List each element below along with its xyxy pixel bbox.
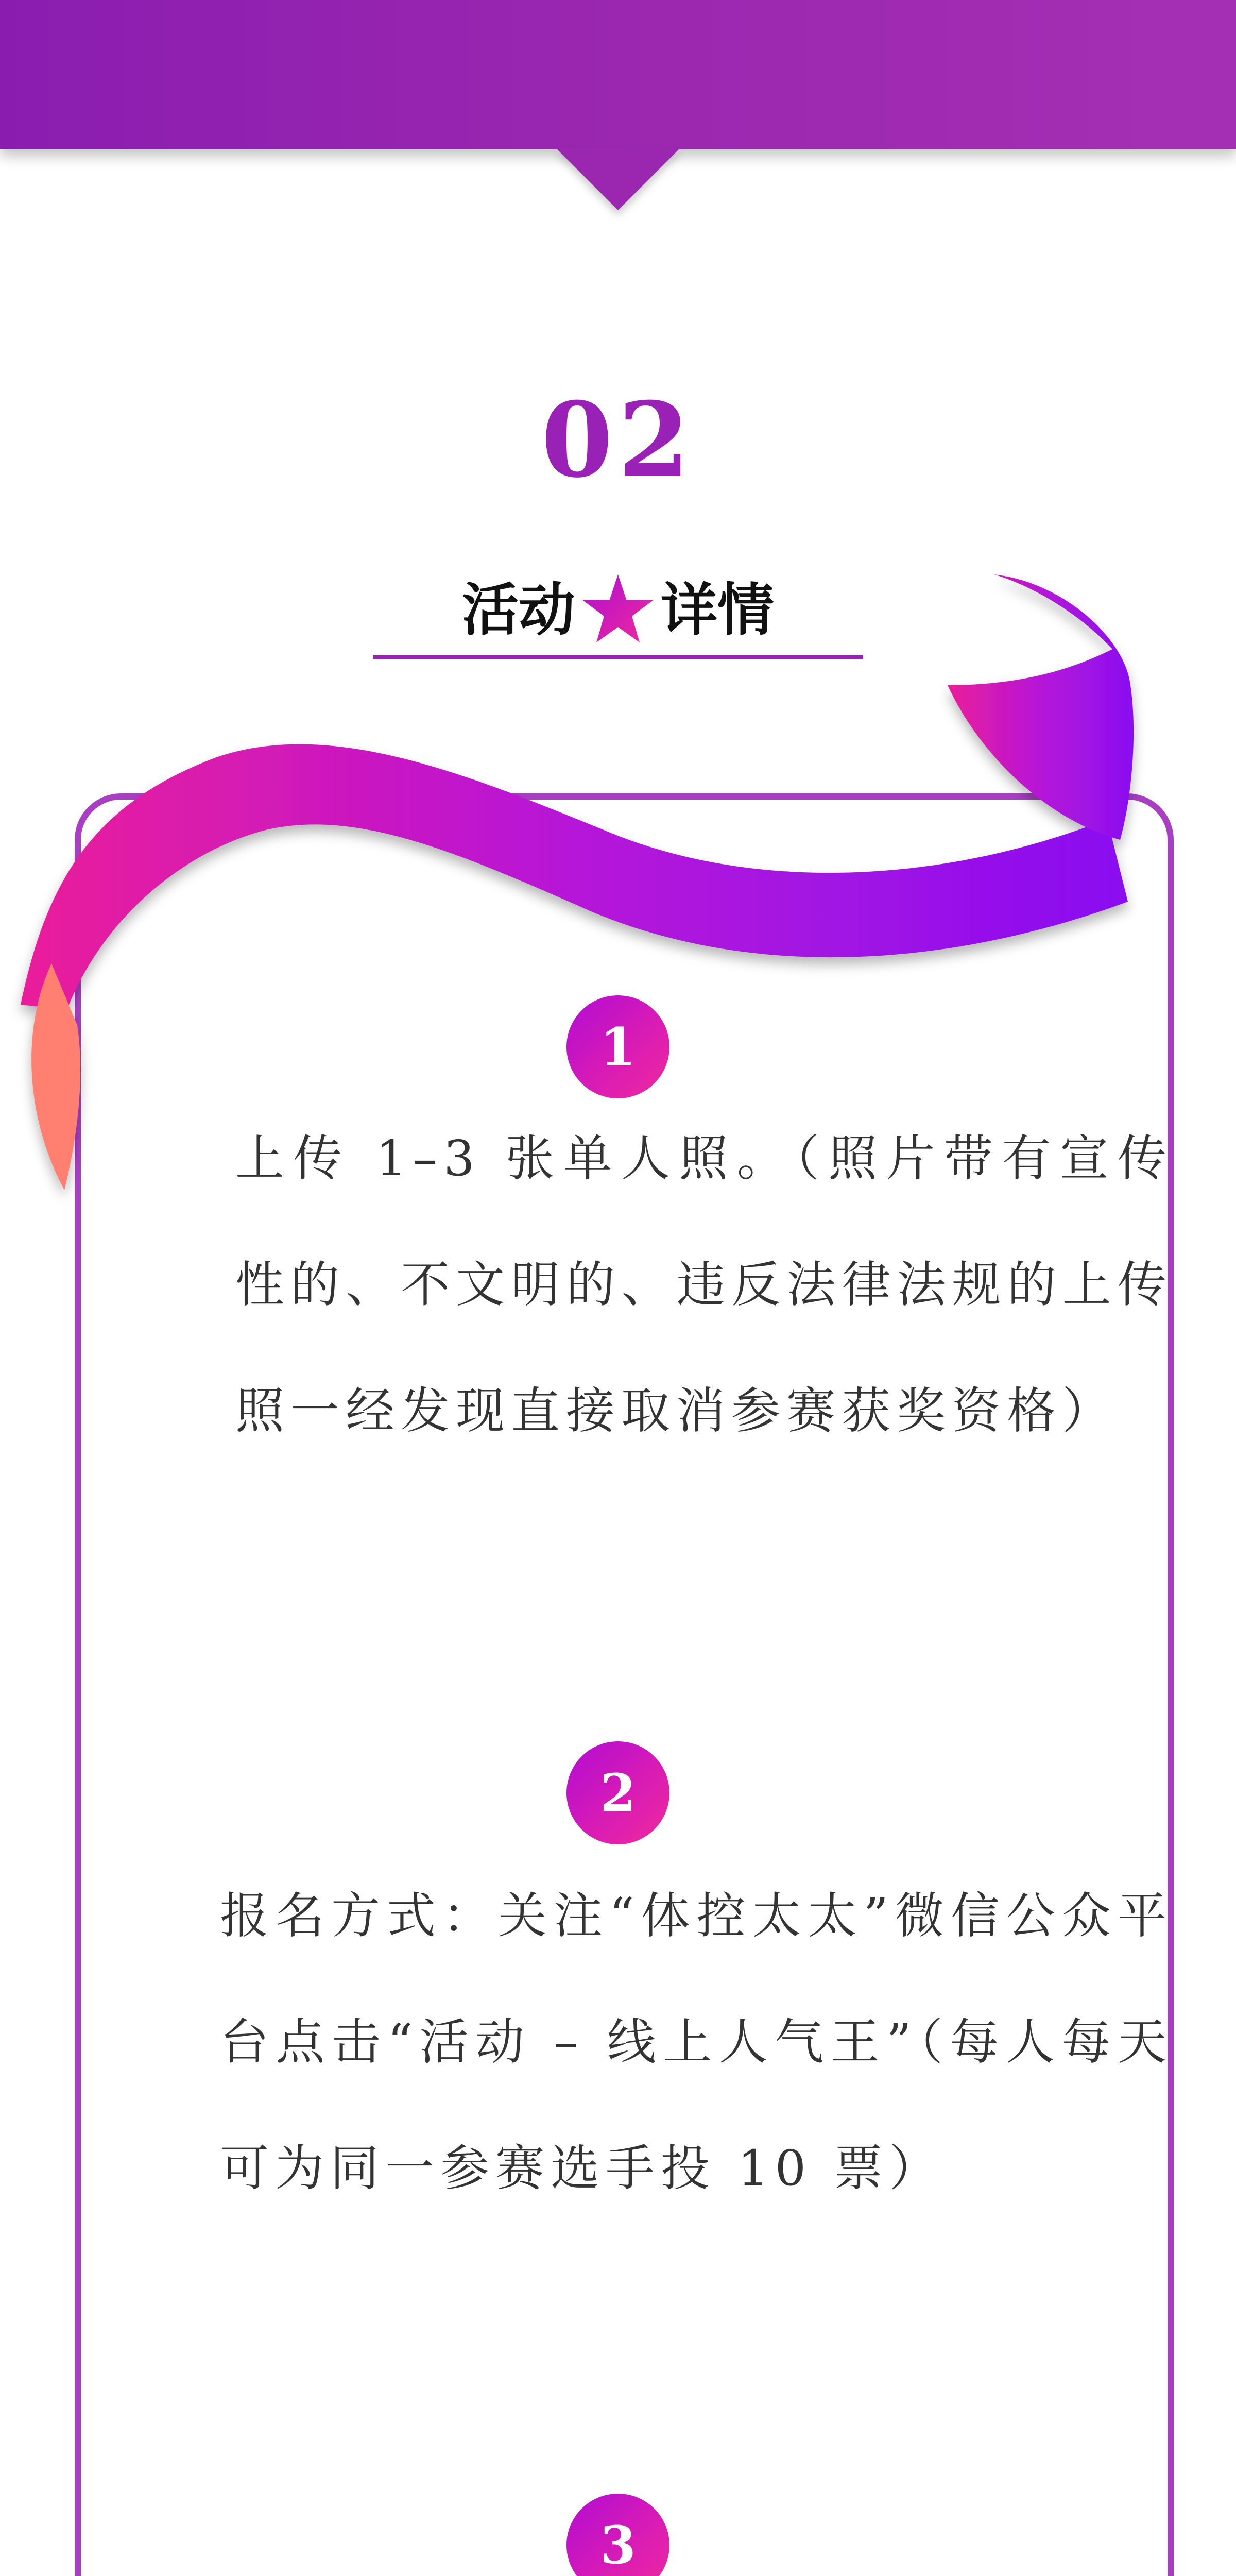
- section-title-right: 详情: [661, 577, 774, 643]
- section-number: 02: [541, 380, 695, 501]
- item-badge-1: 1: [566, 995, 670, 1098]
- item-badge-3: 3: [566, 2494, 670, 2576]
- section-title-left: 活动: [462, 577, 575, 643]
- item-text-2: 报名方式：关注“体控太太”微信公众平台点击“活动 – 线上人气王”（每人每天可为同一参赛选手投 10 票）: [220, 1888, 1173, 2197]
- top-ribbon: [21, 574, 1134, 1190]
- item-badge-2: 2: [566, 1741, 670, 1844]
- item-text-1: 上传 1–3 张单人照。（照片带有宣传性的、不文明的、违反法律法规的上传照一经发现直接取消参赛获奖资格）: [235, 1130, 1173, 1439]
